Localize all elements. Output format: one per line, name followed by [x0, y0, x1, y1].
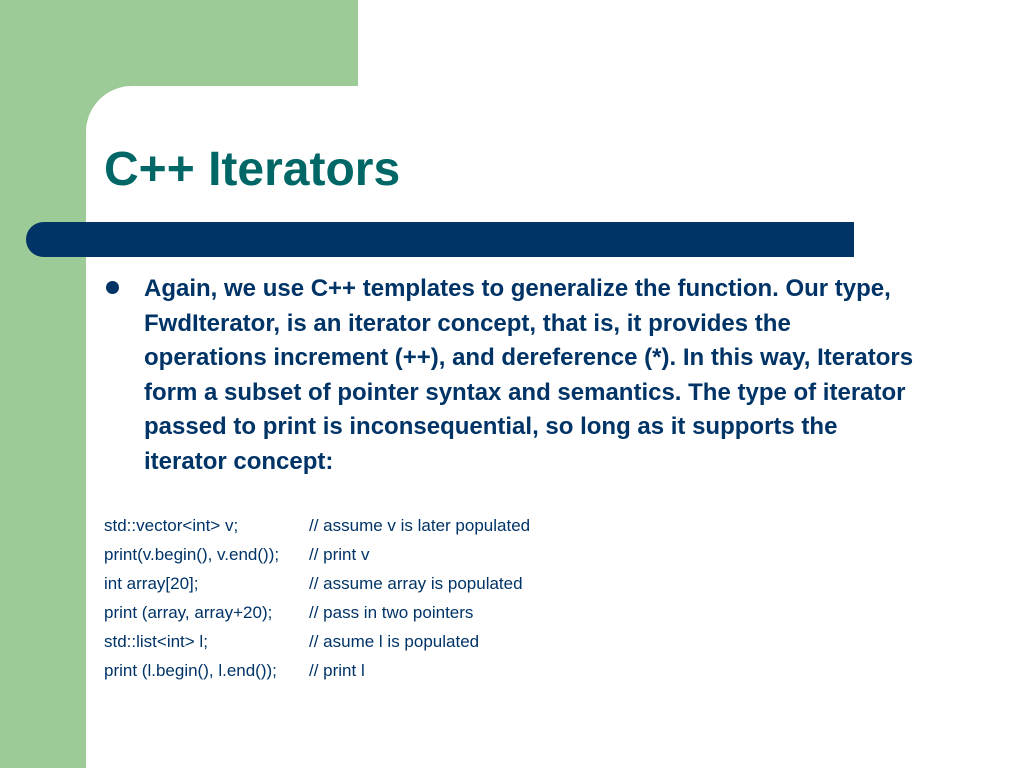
code-comment: // asume l is populated: [309, 632, 480, 651]
bullet-dot-icon: [106, 281, 119, 294]
code-statement: print (array, array+20);: [104, 603, 273, 622]
code-statement: std::list<int> l;: [104, 632, 208, 651]
code-comment: // print v: [309, 545, 370, 564]
code-comment: // assume v is later populated: [309, 516, 531, 535]
code-statement: print (l.begin(), l.end());: [104, 661, 277, 680]
code-comment: // pass in two pointers: [309, 603, 474, 622]
code-comment: // assume array is populated: [309, 574, 523, 593]
slide-title: C++ Iterators: [104, 143, 401, 196]
code-statement: print(v.begin(), v.end());: [104, 545, 280, 564]
code-comment: // print l: [309, 661, 365, 680]
code-statement: std::vector<int> v;: [104, 516, 239, 535]
bullet-item: [104, 272, 914, 479]
bullet-text: Again, we use C++ templates to generalize the function. Our type, FwdIterator, is an iterator concept, that is, it provides the operations increment (++), and dereference (*). In this way, Iterators form a subset of pointer syntax and semantics. The type of iterator passed to print is inconsequential, so long as it supports the iterator concept:: [144, 275, 914, 475]
code-statement: int array[20];: [104, 574, 199, 593]
title-underline-bar: [26, 222, 854, 257]
